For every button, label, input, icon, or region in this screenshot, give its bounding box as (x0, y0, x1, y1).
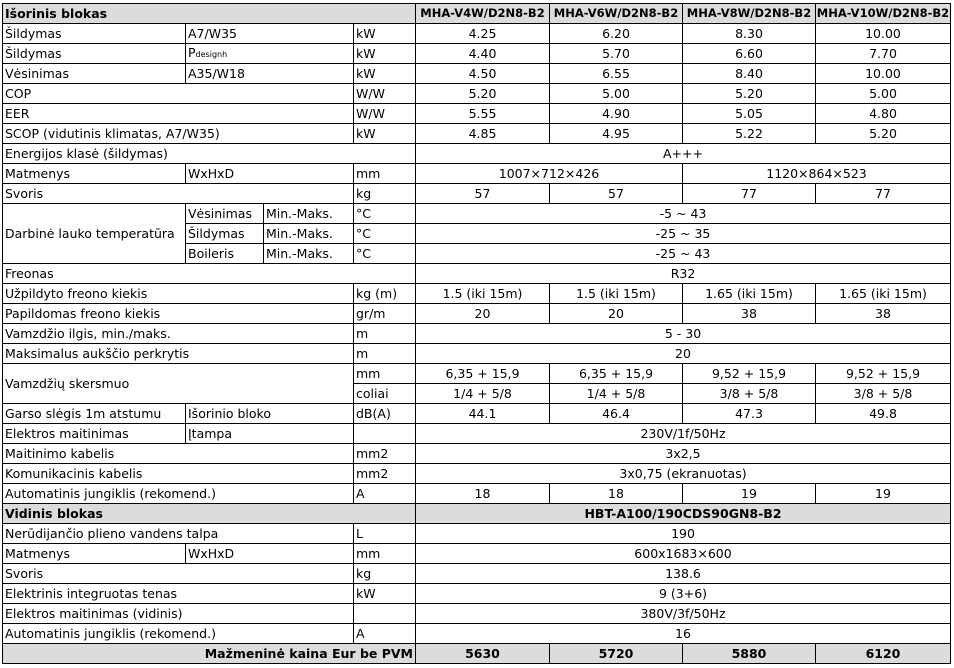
label: Vamzdžių skersmuo (3, 364, 354, 404)
value: -25 ~ 43 (416, 244, 951, 264)
unit: mm2 (354, 444, 416, 464)
row-breaker-outdoor (3, 484, 951, 504)
row-freon-extra (3, 304, 951, 324)
price-2: 5720 (550, 644, 683, 664)
value-4: 5.20 (816, 124, 951, 144)
value-3-4: 1120×864×523 (683, 164, 951, 184)
value-3: 5.20 (683, 84, 816, 104)
value-3: 5.05 (683, 104, 816, 124)
value-2: 57 (550, 184, 683, 204)
value-3: 1.65 (iki 15m) (683, 284, 816, 304)
label: Užpildyto freono kiekis (3, 284, 354, 304)
value-1: 5.55 (416, 104, 550, 124)
mode: Boileris (186, 244, 264, 264)
indoor-header-row (3, 504, 951, 524)
value-1: 44.1 (416, 404, 550, 424)
label: Maksimalus aukščio perkrytis (3, 344, 354, 364)
value-4: 19 (816, 484, 951, 504)
value-1: 4.40 (416, 44, 550, 64)
label: Matmenys (3, 164, 186, 184)
unit: °C (354, 244, 416, 264)
unit: kW (354, 44, 416, 64)
outdoor-title: Išorinis blokas (3, 4, 416, 24)
value: A+++ (416, 144, 951, 164)
unit: kW (354, 584, 416, 604)
unit: mm (354, 164, 416, 184)
row-eer (3, 104, 951, 124)
value-2: 1/4 + 5/8 (550, 384, 683, 404)
unit: mm2 (354, 464, 416, 484)
condition: A35/W18 (186, 64, 354, 84)
value-1: 4.50 (416, 64, 550, 84)
price-label: Mažmeninė kaina Eur be PVM (3, 644, 416, 664)
value-1: 1/4 + 5/8 (416, 384, 550, 404)
value-3: 9,52 + 15,9 (683, 364, 816, 384)
value-1: 4.25 (416, 24, 550, 44)
value-2: 46.4 (550, 404, 683, 424)
mode: Vėsinimas (186, 204, 264, 224)
value-2: 5.70 (550, 44, 683, 64)
value: -25 ~ 35 (416, 224, 951, 244)
label: Elektros maitinimas (3, 424, 186, 444)
value-3: 19 (683, 484, 816, 504)
value: 16 (416, 624, 951, 644)
value-4: 7.70 (816, 44, 951, 64)
label: Nerūdijančio plieno vandens talpa (3, 524, 354, 544)
value-1: 18 (416, 484, 550, 504)
unit: kW (354, 124, 416, 144)
range: Min.-Maks. (264, 244, 354, 264)
row-power (3, 424, 951, 444)
unit: A (354, 624, 416, 644)
value-4: 38 (816, 304, 951, 324)
unit: W/W (354, 84, 416, 104)
value: 3x0,75 (ekranuotas) (416, 464, 951, 484)
unit: kg (m) (354, 284, 416, 304)
value-2: 5.00 (550, 84, 683, 104)
value-2: 1.5 (iki 15m) (550, 284, 683, 304)
value: 600x1683×600 (416, 544, 951, 564)
row-cooling (3, 64, 951, 84)
row-dimensions (3, 164, 951, 184)
value: 20 (416, 344, 951, 364)
value: 380V/3f/50Hz (416, 604, 951, 624)
unit: mm (354, 364, 416, 384)
label: Elektrinis integruotas tenas (3, 584, 354, 604)
row-scop (3, 124, 951, 144)
label: Elektros maitinimas (vidinis) (3, 604, 354, 624)
value-4: 1.65 (iki 15m) (816, 284, 951, 304)
price-3: 5880 (683, 644, 816, 664)
value-3: 77 (683, 184, 816, 204)
value-4: 77 (816, 184, 951, 204)
row-comm-cable (3, 464, 951, 484)
label: Garso slėgis 1m atstumu (3, 404, 186, 424)
row-tank (3, 524, 951, 544)
label: Šildymas (3, 44, 186, 64)
row-weight (3, 184, 951, 204)
label: Papildomas freono kiekis (3, 304, 354, 324)
unit: °C (354, 204, 416, 224)
model-2: MHA-V6W/D2N8-B2 (550, 4, 683, 24)
price-1: 5630 (416, 644, 550, 664)
label: Freonas (3, 264, 416, 284)
price-4: 6120 (816, 644, 951, 664)
unit: L (354, 524, 416, 544)
value-2: 4.90 (550, 104, 683, 124)
label: COP (3, 84, 354, 104)
mode: Šildymas (186, 224, 264, 244)
row-energy-class (3, 144, 951, 164)
row-noise (3, 404, 951, 424)
model-3: MHA-V8W/D2N8-B2 (683, 4, 816, 24)
label: Vėsinimas (3, 64, 186, 84)
condition: WxHxD (186, 164, 354, 184)
row-indoor-power (3, 604, 951, 624)
value: 3x2,5 (416, 444, 951, 464)
condition-sub: designh (195, 50, 228, 59)
condition-main: P (188, 45, 196, 60)
label: Vamzdžio ilgis, min./maks. (3, 324, 354, 344)
label: Energijos klasė (šildymas) (3, 144, 416, 164)
spec-table (2, 3, 951, 664)
value-4: 10.00 (816, 64, 951, 84)
value-1: 6,35 + 15,9 (416, 364, 550, 384)
unit: m (354, 324, 416, 344)
value-4: 9,52 + 15,9 (816, 364, 951, 384)
row-heater (3, 584, 951, 604)
value-3: 3/8 + 5/8 (683, 384, 816, 404)
value-1-2: 1007×712×426 (416, 164, 683, 184)
price-row (3, 644, 951, 664)
value-3: 6.60 (683, 44, 816, 64)
row-indoor-dimensions (3, 544, 951, 564)
unit: mm (354, 544, 416, 564)
label: SCOP (vidutinis klimatas, A7/W35) (3, 124, 354, 144)
unit: dB(A) (354, 404, 416, 424)
unit: coliai (354, 384, 416, 404)
range: Min.-Maks. (264, 224, 354, 244)
model-1: MHA-V4W/D2N8-B2 (416, 4, 550, 24)
label: Matmenys (3, 544, 186, 564)
row-pipe-length (3, 324, 951, 344)
value-4: 49.8 (816, 404, 951, 424)
value-1: 1.5 (iki 15m) (416, 284, 550, 304)
condition: WxHxD (186, 544, 354, 564)
value: -5 ~ 43 (416, 204, 951, 224)
condition: Išorinio bloko (186, 404, 354, 424)
row-freon-fill (3, 284, 951, 304)
row-freon (3, 264, 951, 284)
condition: Įtampa (186, 424, 354, 444)
row-breaker-indoor (3, 624, 951, 644)
value-2: 18 (550, 484, 683, 504)
temp-label: Darbinė lauko temperatūra (3, 204, 186, 264)
range: Min.-Maks. (264, 204, 354, 224)
unit: W/W (354, 104, 416, 124)
condition: A7/W35 (186, 24, 354, 44)
label: Automatinis jungiklis (rekomend.) (3, 484, 354, 504)
unit (354, 604, 416, 624)
value: 230V/1f/50Hz (416, 424, 951, 444)
value-3: 8.30 (683, 24, 816, 44)
value-2: 6,35 + 15,9 (550, 364, 683, 384)
label: Svoris (3, 184, 354, 204)
condition (186, 44, 354, 64)
value: 9 (3+6) (416, 584, 951, 604)
label: Svoris (3, 564, 354, 584)
indoor-model: HBT-A100/190CDS90GN8-B2 (416, 504, 951, 524)
label: EER (3, 104, 354, 124)
value-1: 20 (416, 304, 550, 324)
row-heating-pdesignh (3, 44, 951, 64)
value-4: 3/8 + 5/8 (816, 384, 951, 404)
value-3: 8.40 (683, 64, 816, 84)
value-4: 5.00 (816, 84, 951, 104)
value: R32 (416, 264, 951, 284)
indoor-title: Vidinis blokas (3, 504, 416, 524)
unit: kg (354, 184, 416, 204)
value: 138.6 (416, 564, 951, 584)
row-heating-a7 (3, 24, 951, 44)
value: 5 - 30 (416, 324, 951, 344)
value-1: 57 (416, 184, 550, 204)
model-4: MHA-V10W/D2N8-B2 (816, 4, 951, 24)
label: Automatinis jungiklis (rekomend.) (3, 624, 354, 644)
row-indoor-weight (3, 564, 951, 584)
value: 190 (416, 524, 951, 544)
row-height-drop (3, 344, 951, 364)
unit: m (354, 344, 416, 364)
value-2: 6.20 (550, 24, 683, 44)
unit: A (354, 484, 416, 504)
unit: kW (354, 24, 416, 44)
value-1: 4.85 (416, 124, 550, 144)
value-4: 4.80 (816, 104, 951, 124)
value-3: 5.22 (683, 124, 816, 144)
label: Šildymas (3, 24, 186, 44)
unit: gr/m (354, 304, 416, 324)
value-2: 4.95 (550, 124, 683, 144)
value-3: 38 (683, 304, 816, 324)
unit: kW (354, 64, 416, 84)
unit (354, 424, 416, 444)
value-3: 47.3 (683, 404, 816, 424)
label: Maitinimo kabelis (3, 444, 354, 464)
value-1: 5.20 (416, 84, 550, 104)
outdoor-header-row (3, 4, 951, 24)
unit: °C (354, 224, 416, 244)
value-2: 20 (550, 304, 683, 324)
unit: kg (354, 564, 416, 584)
row-pipe-diameter-mm (3, 364, 951, 384)
row-power-cable (3, 444, 951, 464)
label: Komunikacinis kabelis (3, 464, 354, 484)
value-2: 6.55 (550, 64, 683, 84)
row-temp-cooling (3, 204, 951, 224)
value-4: 10.00 (816, 24, 951, 44)
row-cop (3, 84, 951, 104)
